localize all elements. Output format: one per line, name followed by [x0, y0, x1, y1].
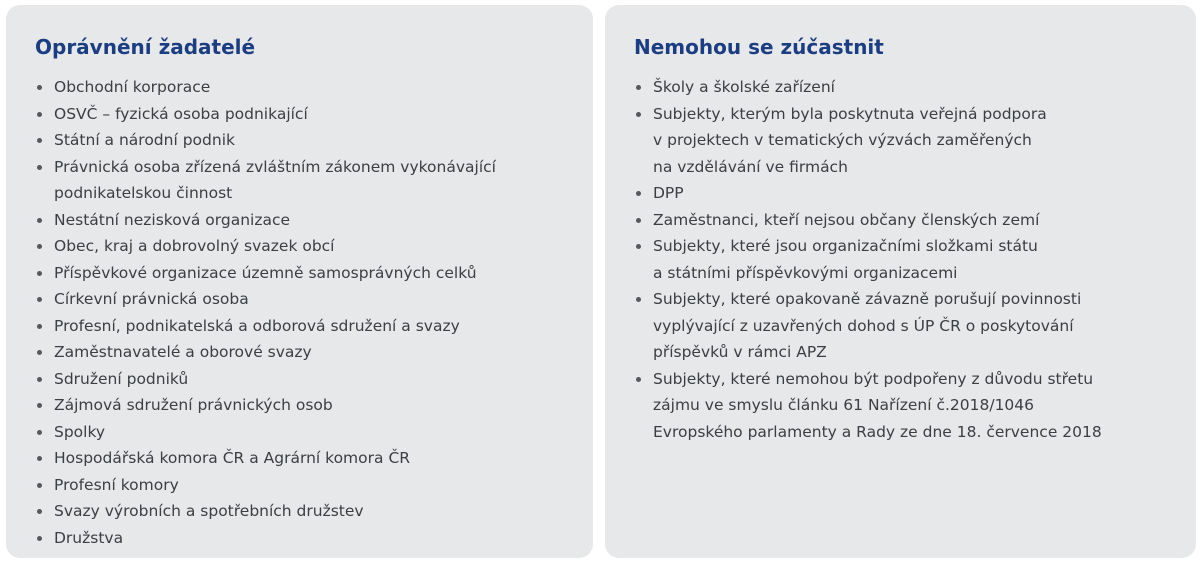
eligible-applicants-panel — [6, 5, 593, 558]
list-item-text: Zaměstnavatelé a oborové svazy — [54, 343, 312, 361]
eligible-applicants-title: Oprávnění žadatelé — [35, 35, 256, 59]
list-item — [35, 207, 573, 234]
list-item-text: Právnická osoba zřízená zvláštním zákonem vykonávající — [54, 157, 496, 176]
list-item-text: Evropského parlamenty a Rady ze dne 18. července 2018 — [653, 422, 1102, 441]
list-item-text: příspěvků v rámci APZ — [653, 343, 827, 361]
list-item-text: Církevní právnická osoba — [54, 290, 249, 308]
list-item-text: Spolky — [54, 422, 106, 441]
list-item — [35, 392, 573, 419]
list-item-text: Obchodní korporace — [54, 78, 211, 96]
list-item — [35, 339, 573, 366]
list-item — [634, 180, 1176, 207]
list-item-text: Obec, kraj a dobrovolný svazek obcí — [54, 237, 335, 255]
list-item-text: Svazy výrobních a spotřebních družstev — [54, 502, 364, 520]
list-item-text: Zaměstnanci, kteří nejsou občany členských zemí — [653, 210, 1040, 229]
list-item-text: Profesní, podnikatelská a odborová sdružení a svazy — [54, 316, 460, 335]
excluded-applicants-title: Nemohou se zúčastnit — [634, 35, 884, 59]
list-item-text: OSVČ – fyzická osoba podnikající — [54, 104, 308, 123]
list-item — [35, 233, 573, 260]
list-item — [35, 445, 573, 472]
list-item-text: vyplývající z uzavřených dohod s ÚP ČR o poskytování — [653, 316, 1074, 335]
list-item-text: v projektech v tematických výzvách zaměřených — [653, 131, 1032, 149]
list-item-text: Příspěvkové organizace územně samosprávných celků — [54, 263, 477, 282]
list-item-text: Hospodářská komora ČR a Agrární komora ČR — [54, 449, 411, 467]
list-item-text: podnikatelskou činnost — [54, 184, 233, 202]
list-item — [35, 313, 573, 340]
eligible-applicants-list — [35, 74, 573, 551]
list-item — [35, 286, 573, 313]
list-item-text: Subjekty, které opakovaně závazně porušují povinnosti — [653, 290, 1082, 308]
list-item — [35, 366, 573, 393]
list-item — [35, 498, 573, 525]
list-item-text: na vzdělávání ve firmách — [653, 157, 848, 176]
list-item — [35, 154, 573, 207]
excluded-applicants-panel — [605, 5, 1196, 558]
list-item-text: Družstva — [54, 528, 124, 547]
list-item-text: Subjekty, které jsou organizačními složkami státu — [653, 237, 1038, 255]
list-item — [634, 101, 1176, 181]
list-item-text: Zájmová sdružení právnických osob — [54, 396, 333, 414]
list-item-text: Sdružení podniků — [54, 369, 189, 388]
list-item — [35, 525, 573, 552]
list-item — [634, 207, 1176, 234]
list-item-text: Nestátní nezisková organizace — [54, 210, 291, 229]
list-item — [634, 286, 1176, 366]
list-item-text: Subjekty, které nemohou být podpořeny z důvodu střetu — [653, 369, 1094, 388]
list-item-text: Subjekty, kterým byla poskytnuta veřejná podpora — [653, 104, 1047, 123]
list-item — [35, 101, 573, 128]
list-item — [35, 419, 573, 446]
list-item-text: a státními příspěvkovými organizacemi — [653, 263, 958, 282]
list-item — [35, 127, 573, 154]
list-item — [35, 260, 573, 287]
list-item-text: Státní a národní podnik — [54, 131, 235, 149]
list-item — [35, 74, 573, 101]
list-item — [634, 233, 1176, 286]
list-item — [634, 366, 1176, 446]
list-item-text: Školy a školské zařízení — [653, 78, 835, 96]
excluded-applicants-list — [634, 74, 1176, 445]
list-item-text: zájmu ve smyslu článku 61 Nařízení č.2018/1046 — [653, 396, 1035, 414]
list-item-text: Profesní komory — [54, 475, 179, 494]
list-item — [35, 472, 573, 499]
list-item-text: DPP — [653, 184, 684, 202]
list-item — [634, 74, 1176, 101]
